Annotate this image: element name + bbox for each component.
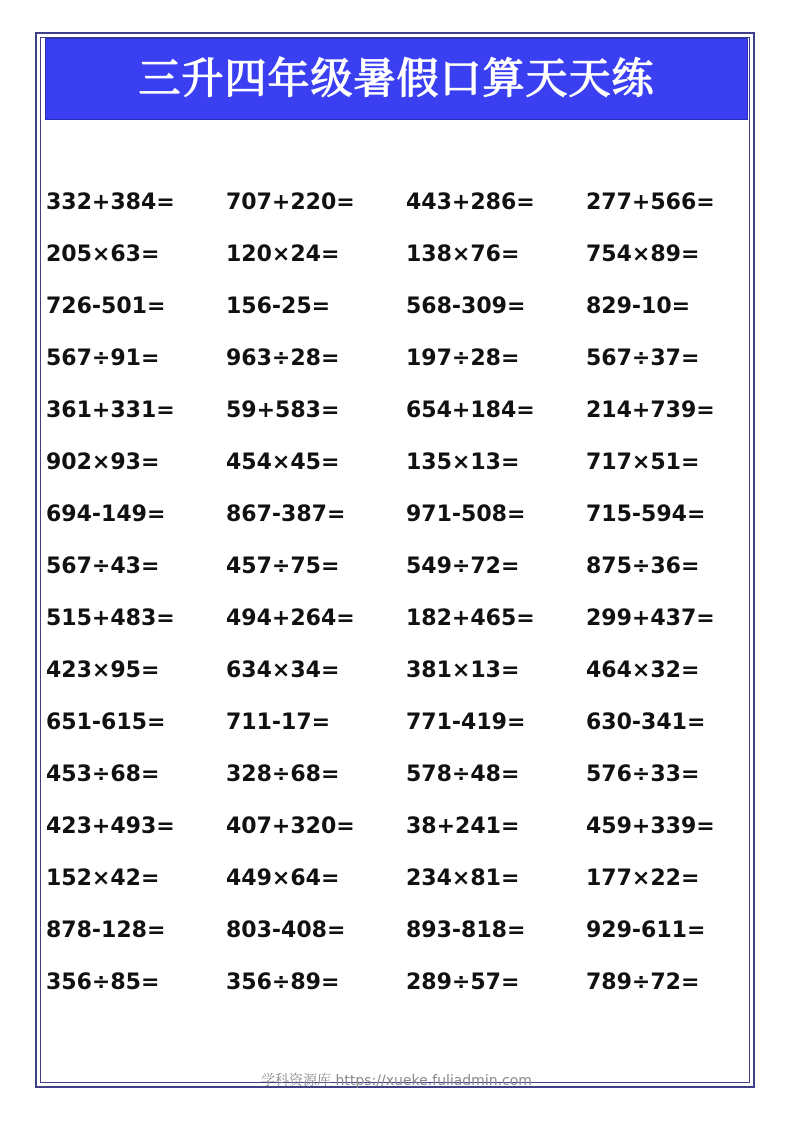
math-problem: 754×89= bbox=[586, 241, 700, 267]
math-problem: 567÷43= bbox=[46, 553, 160, 579]
math-problem: 789÷72= bbox=[586, 969, 700, 995]
math-problem: 630-341= bbox=[586, 709, 706, 735]
problem-row bbox=[46, 332, 766, 384]
math-problem: 449×64= bbox=[226, 865, 340, 891]
math-problem: 929-611= bbox=[586, 917, 706, 943]
problem-row bbox=[46, 280, 766, 332]
math-problem: 356÷89= bbox=[226, 969, 340, 995]
math-problem: 711-17= bbox=[226, 709, 331, 735]
math-problem: 829-10= bbox=[586, 293, 691, 319]
page-title: 三升四年级暑假口算天天练 bbox=[138, 54, 655, 103]
title-banner bbox=[45, 38, 748, 120]
problem-row bbox=[46, 696, 766, 748]
math-problem: 423+493= bbox=[46, 813, 175, 839]
math-problem: 299+437= bbox=[586, 605, 715, 631]
problem-row bbox=[46, 904, 766, 956]
math-problem: 867-387= bbox=[226, 501, 346, 527]
math-problem: 878-128= bbox=[46, 917, 166, 943]
math-problem: 135×13= bbox=[406, 449, 520, 475]
math-problem: 771-419= bbox=[406, 709, 526, 735]
math-problem: 707+220= bbox=[226, 189, 355, 215]
math-problem: 568-309= bbox=[406, 293, 526, 319]
problem-row bbox=[46, 228, 766, 280]
math-problem: 567÷91= bbox=[46, 345, 160, 371]
math-problem: 332+384= bbox=[46, 189, 175, 215]
math-problem: 963÷28= bbox=[226, 345, 340, 371]
math-problem: 214+739= bbox=[586, 397, 715, 423]
math-problem: 893-818= bbox=[406, 917, 526, 943]
math-problem: 654+184= bbox=[406, 397, 535, 423]
math-problem: 651-615= bbox=[46, 709, 166, 735]
math-problem: 803-408= bbox=[226, 917, 346, 943]
math-problem: 177×22= bbox=[586, 865, 700, 891]
math-problem: 576÷33= bbox=[586, 761, 700, 787]
math-problem: 289÷57= bbox=[406, 969, 520, 995]
problem-row bbox=[46, 488, 766, 540]
math-problem: 407+320= bbox=[226, 813, 355, 839]
problem-row bbox=[46, 644, 766, 696]
problem-row bbox=[46, 540, 766, 592]
math-problem: 454×45= bbox=[226, 449, 340, 475]
math-problem: 361+331= bbox=[46, 397, 175, 423]
math-problem: 694-149= bbox=[46, 501, 166, 527]
math-problem: 328÷68= bbox=[226, 761, 340, 787]
problem-row bbox=[46, 956, 766, 1008]
problem-row bbox=[46, 436, 766, 488]
math-problem: 277+566= bbox=[586, 189, 715, 215]
math-problem: 443+286= bbox=[406, 189, 535, 215]
math-problem: 38+241= bbox=[406, 813, 520, 839]
math-problem: 59+583= bbox=[226, 397, 340, 423]
math-problem: 381×13= bbox=[406, 657, 520, 683]
problem-grid bbox=[46, 176, 766, 1008]
math-problem: 578÷48= bbox=[406, 761, 520, 787]
math-problem: 464×32= bbox=[586, 657, 700, 683]
math-problem: 423×95= bbox=[46, 657, 160, 683]
problem-row bbox=[46, 176, 766, 228]
problem-row bbox=[46, 748, 766, 800]
math-problem: 515+483= bbox=[46, 605, 175, 631]
math-problem: 156-25= bbox=[226, 293, 331, 319]
math-problem: 205×63= bbox=[46, 241, 160, 267]
problem-row bbox=[46, 384, 766, 436]
math-problem: 494+264= bbox=[226, 605, 355, 631]
math-problem: 902×93= bbox=[46, 449, 160, 475]
math-problem: 457÷75= bbox=[226, 553, 340, 579]
problem-row bbox=[46, 852, 766, 904]
math-problem: 234×81= bbox=[406, 865, 520, 891]
footer-watermark: 学科资源库 https://xueke.fuliadmin.com bbox=[261, 1073, 532, 1089]
math-problem: 182+465= bbox=[406, 605, 535, 631]
math-problem: 549÷72= bbox=[406, 553, 520, 579]
math-problem: 152×42= bbox=[46, 865, 160, 891]
math-problem: 971-508= bbox=[406, 501, 526, 527]
math-problem: 453÷68= bbox=[46, 761, 160, 787]
problem-row bbox=[46, 800, 766, 852]
math-problem: 120×24= bbox=[226, 241, 340, 267]
math-problem: 717×51= bbox=[586, 449, 700, 475]
math-problem: 356÷85= bbox=[46, 969, 160, 995]
math-problem: 567÷37= bbox=[586, 345, 700, 371]
math-problem: 138×76= bbox=[406, 241, 520, 267]
math-problem: 459+339= bbox=[586, 813, 715, 839]
math-problem: 634×34= bbox=[226, 657, 340, 683]
math-problem: 197÷28= bbox=[406, 345, 520, 371]
problem-row bbox=[46, 592, 766, 644]
math-problem: 875÷36= bbox=[586, 553, 700, 579]
math-problem: 715-594= bbox=[586, 501, 706, 527]
math-problem: 726-501= bbox=[46, 293, 166, 319]
